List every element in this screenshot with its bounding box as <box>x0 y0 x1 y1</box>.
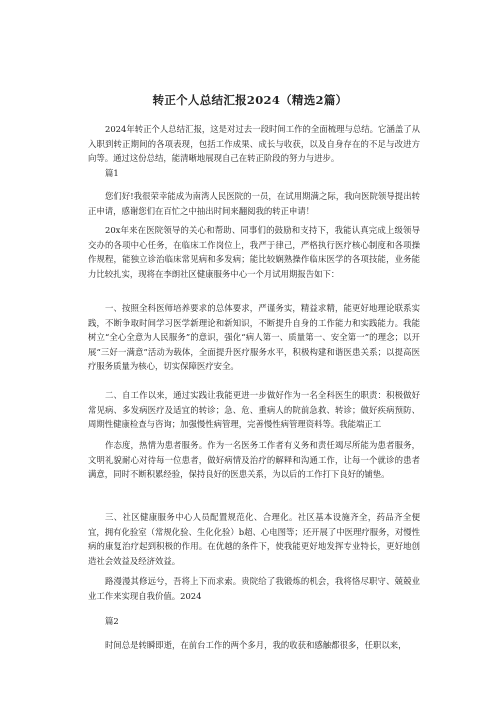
intro-paragraph: 2024年转正个人总结汇报，这是对过去一段时间工作的全面梳理与总结。它涵盖了从入职到转正期间的各项表现，包括工作成果、成长与收获，以及自身存在的不足与改进方向等。通过这份总结，能清晰地展现自己在转正阶段的努力与进步。 <box>88 124 420 163</box>
section-1-paragraph-4: 二、自工作以来，通过实践让我能更进一步做好作为一名全科医生的职责：积极做好常见病、多发病医疗及适宜的转诊；急、危、重病人的院前急救、转诊；做好疾病预防、周期性健康检查与咨询；加强慢性病管理，完善慢性病管理资料等。我能端正工 <box>88 390 420 429</box>
section-1-paragraph-2: 20x年来在医院领导的关心和帮助、同事们的鼓励和支持下，我能认真完成上级领导交办的各项中心任务，在临床工作岗位上，我严于律己，严格执行医疗核心制度和各项操作规程，能独立诊治临床常见病和多发病；能比较娴熟操作临床医学的各项技能，业务能力比较扎实，现将在李朗社区健康服务中心一个月试用期报告如下： <box>88 225 420 279</box>
section-1-paragraph-5: 作态度，热情为患者服务。作为一名医务工作者有义务和责任竭尽所能为患者服务，文明礼貌耐心对待每一位患者，做好病情及治疗的解释和沟通工作，让每一个就诊的患者满意，同时不断积累经验，保持良好的医患关系，为以后的工作打下良好的铺垫。 <box>88 440 420 479</box>
section-1-paragraph-7: 路漫漫其修远兮，吾将上下而求索。贵院给了我锻炼的机会，我将恪尽职守、兢兢业业工作来实现自我价值。2024 <box>88 576 420 601</box>
section-1-heading: 篇1 <box>105 168 119 178</box>
document-title: 转正个人总结汇报2024（精选2篇） <box>152 93 348 107</box>
section-1-paragraph-3: 一、按照全科医师培养要求的总体要求，严谨务实，精益求精，能更好地理论联系实践，不断争取时间学习医学新理论和新知识，不断提升自身的工作能力和实践能力。我能树立“全心全意为人民服务”的意识，强化“病人第一、质量第一、安全第一”的理念；以开展“三好一满意”活动为载体，全面提升医疗服务水平，积极构建和谐医患关系；以提高医疗服务质量为核心，切实保障医疗安全。 <box>88 303 420 371</box>
section-1-paragraph-1: 您们好!我很荣幸能成为南湾人民医院的一员，在试用期满之际，我向医院领导提出转正申请，感谢您们在百忙之中抽出时间来翻阅我的转正申请！ <box>88 191 420 216</box>
section-1-paragraph-6: 三、社区健康服务中心人员配置规范化、合理化。社区基本设施齐全，药品齐全便宜，拥有化验室（常规化验、生化化验）b超、心电图等；还开展了中医理疗服务，对慢性病的康复治疗起到积极的作用。在优越的条件下，使我能更好地发挥专业特长，更好地创造社会效益及经济效益。 <box>88 512 420 566</box>
section-2-paragraph-1: 时间总是转瞬即逝，在前台工作的两个多月，我的收获和感触都很多，任职以来， <box>105 640 407 650</box>
section-2-heading: 篇2 <box>105 616 119 626</box>
